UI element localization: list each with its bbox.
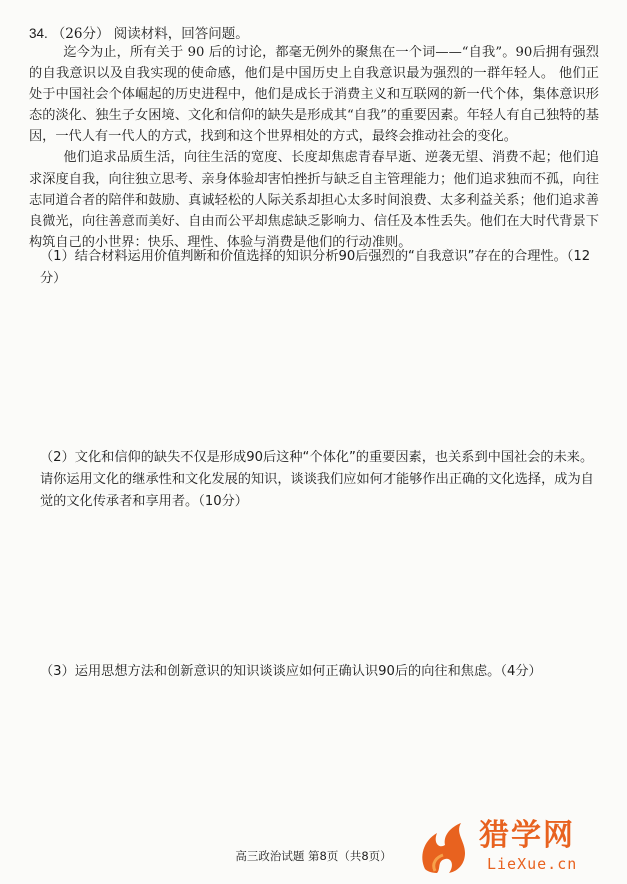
subquestion-2 <box>40 447 595 513</box>
subquestion-1 <box>40 246 595 290</box>
subquestion-1-text: 结合材料运用价值判断和价值选择的知识分析90后强烈的“自我意识”存在的合理性。（12分） <box>40 249 591 286</box>
page-footer: 高三政治试题 第8页（共8页） <box>235 849 392 863</box>
subquestion-3-text: 运用思想方法和创新意识的知识谈谈应如何正确认识90后的向往和焦虑。（4分） <box>74 664 542 679</box>
question-number: 34. <box>29 26 48 41</box>
question-instruction: 阅读材料，回答问题。 <box>113 26 249 42</box>
subquestion-3-label: （3） <box>40 664 75 679</box>
material-paragraph-2: 他们追求品质生活，向往生活的宽度、长度却焦虑青春早逝、逆袭无望、消费不起；他们追求深度自我，向往独立思考、亲身体验却害怕挫折与缺乏自主管理能力；他们追求独而不孤，向往志同道合者的陪伴和鼓励、真诚轻松的人际关系却担心太多时间浪费、太多利益关系；他们追求善良微光，向往善意而美好、自由而公平却焦虑缺乏影响力、信任及本性丢失。他们在大时代背景下构筑自己的小世界：快乐、理性、体验与消费是他们的行动准则。 <box>29 150 599 250</box>
question-header <box>29 24 249 44</box>
material-paragraph-1: 迄今为止，所有关于 90 后的讨论，都毫无例外的聚焦在一个词——“自我”。90后拥有强烈的自我意识以及自我实现的使命感，他们是中国历史上自我意识最为强烈的一群年轻人。 他们正处于中国社会个体崛起的历史进程中，他们是成长于消费主义和互联网的新一代个体，集体意识形态的淡化、独生子女困境、文化和信仰的缺失是形成其“自我”的重要因素。年轻人有自己独特的基因，一代人有一代人的方式，找到和这个世界相处的方式，最终会推动社会的变化。 <box>29 45 599 145</box>
question-score: （26分） <box>51 26 110 42</box>
flame-logo-icon <box>415 819 475 875</box>
subquestion-2-text: 文化和信仰的缺失不仅是形成90后这种“个体化”的重要因素，也关系到中国社会的未来。请你运用文化的继承性和文化发展的知识，谈谈我们应如何才能够作出正确的文化选择，成为自觉的文化传承者和享用者。（10分） <box>40 450 594 509</box>
watermark-domain: LieXue.cn <box>487 855 578 873</box>
subquestion-3 <box>40 661 595 683</box>
watermark-logo <box>415 817 617 877</box>
subquestion-1-label: （1） <box>40 249 75 264</box>
watermark-name: 猎学网 <box>479 818 575 853</box>
reading-material <box>29 42 599 253</box>
subquestion-2-label: （2） <box>40 450 75 465</box>
